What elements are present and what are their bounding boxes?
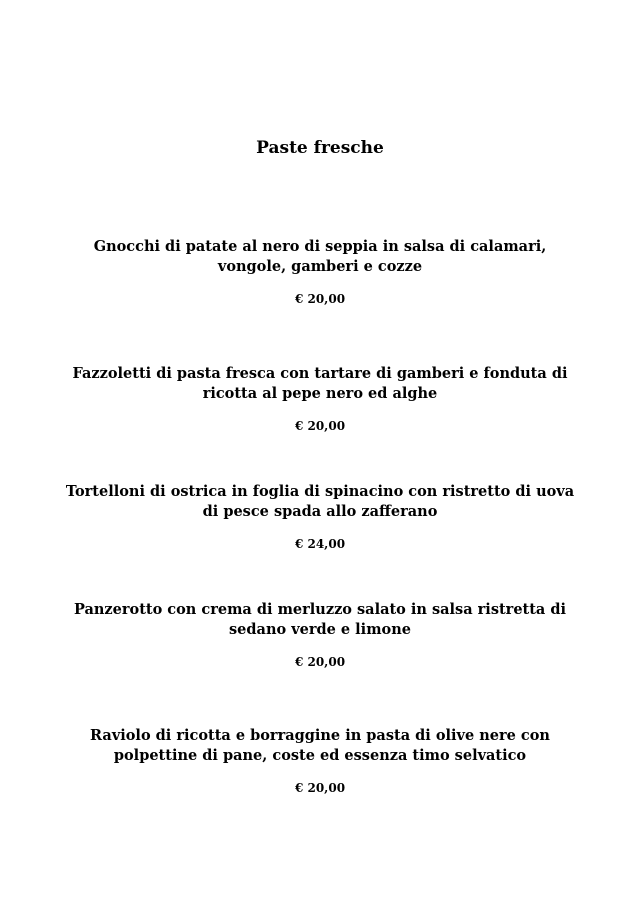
menu-item [60, 237, 580, 306]
menu-item [60, 482, 580, 551]
dish-price: € 20,00 [294, 419, 346, 433]
dish-price: € 20,00 [294, 655, 346, 669]
dish-name: Tortelloni di ostrica in foglia di spinacino con ristretto di uova di pesce spada allo zafferano [65, 483, 575, 520]
menu-item [60, 726, 580, 795]
dish-price: € 20,00 [294, 781, 346, 795]
dish-price: € 20,00 [294, 292, 346, 306]
menu-item [60, 600, 580, 669]
dish-name: Raviolo di ricotta e borraggine in pasta di olive nere con polpettine di pane, coste ed essenza timo selvatico [90, 727, 550, 764]
dish-name: Panzerotto con crema di merluzzo salato in salsa ristretta di sedano verde e limone [73, 601, 567, 638]
dish-name: Gnocchi di patate al nero di seppia in salsa di calamari, vongole, gamberi e cozze [93, 238, 547, 275]
section-title: Paste fresche [256, 138, 384, 158]
dish-name: Fazzoletti di pasta fresca con tartare di gamberi e fonduta di ricotta al pepe nero ed alghe [72, 365, 568, 402]
dish-price: € 24,00 [294, 537, 346, 551]
menu-item [60, 364, 580, 433]
